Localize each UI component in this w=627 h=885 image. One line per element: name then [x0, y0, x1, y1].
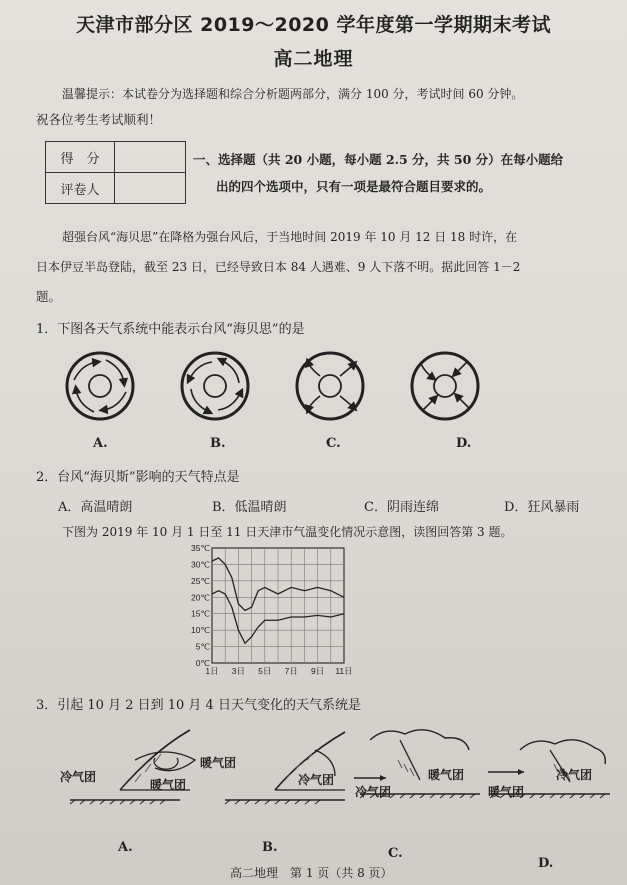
typhoon-option-c-icon[interactable]	[297, 353, 363, 419]
page-footer: 高二地理 第 1 页（共 8 页）	[230, 866, 393, 880]
q2-option-b[interactable]: B．低温晴朗	[212, 500, 287, 515]
q3-label-d: D.	[538, 856, 554, 871]
typhoon-option-b-icon[interactable]	[182, 353, 248, 419]
chart-x-tick: 5日	[258, 666, 272, 676]
question-3-stem: 3．引起 10 月 2 日到 10 月 4 日天气变化的天气系统是	[36, 698, 361, 713]
chart-x-tick: 1日	[205, 666, 219, 676]
grader-label: 评卷人	[46, 173, 115, 204]
exam-title: 天津市部分区 2019～2020 学年度第一学期期末考试	[76, 14, 551, 36]
typhoon-diagrams	[55, 348, 525, 428]
chart-y-tick: 5℃	[195, 641, 210, 652]
question-2-stem: 2．台风“海贝斯”影响的天气特点是	[36, 470, 240, 485]
score-label: 得 分	[46, 142, 115, 173]
exam-subtitle: 高二地理	[273, 48, 354, 70]
typhoon-option-d-icon[interactable]	[412, 353, 478, 419]
chart-x-tick: 7日	[284, 666, 298, 676]
q2-option-d[interactable]: D．狂风暴雨	[504, 500, 580, 515]
diagram-d-right-mass: 冷气团	[556, 768, 593, 782]
temperature-chart	[180, 540, 355, 685]
q1-label-d: D.	[456, 436, 472, 451]
chart-x-tick: 11日	[335, 666, 353, 676]
chart-y-tick: 25℃	[190, 575, 210, 586]
notice-line-1: 温馨提示：本试卷分为选择题和综合分析题两部分，满分 100 分，考试时间 60 分钟。	[62, 87, 524, 101]
score-cell[interactable]	[115, 142, 186, 173]
chart-y-tick: 0℃	[195, 658, 210, 668]
score-table	[45, 141, 186, 204]
chart-y-tick: 30℃	[190, 559, 210, 570]
material-1-line-1: 超强台风“海贝思”在降格为强台风后，于当地时间 2019 年 10 月 12 日 18 时许，在	[62, 230, 518, 244]
q1-label-c: C.	[326, 436, 341, 451]
diagram-d-left-mass: 暖气团	[488, 785, 525, 799]
chart-y-tick: 15℃	[190, 608, 210, 619]
diagram-b-right-mass: 冷气团	[298, 773, 335, 787]
question-1-stem: 1．下图各天气系统中能表示台风“海贝思”的是	[36, 322, 305, 337]
material-2: 下图为 2019 年 10 月 1 日至 11 日天津市气温变化情况示意图，读图回答第 3 题。	[62, 525, 513, 539]
front-option-b-icon[interactable]	[225, 732, 345, 804]
q1-label-b: B.	[210, 436, 226, 451]
chart-x-tick: 3日	[231, 666, 246, 676]
material-1-line-3: 题。	[36, 289, 62, 304]
diagram-c-right-mass: 暖气团	[428, 768, 465, 782]
chart-y-tick: 35℃	[190, 543, 210, 553]
diagram-b-top-mass: 暖气团	[200, 756, 237, 770]
q3-label-a: A.	[118, 840, 133, 855]
q3-label-c: C.	[388, 846, 403, 861]
material-1-line-2: 日本伊豆半岛登陆，截至 23 日，已经导致日本 84 人遇难、9 人下落不明。据此回答 1－2	[36, 260, 521, 274]
section-heading-1: 一、选择题（共 20 小题，每小题 2.5 分，共 50 分）在每小题给	[193, 152, 564, 167]
diagram-a-left-mass: 冷气团	[60, 770, 97, 784]
q2-option-a[interactable]: A．高温晴朗	[58, 500, 133, 515]
diagram-c-left-mass: 冷气团	[355, 785, 392, 799]
q3-label-b: B.	[262, 840, 278, 855]
chart-y-tick: 20℃	[190, 592, 210, 603]
typhoon-option-a-icon[interactable]	[67, 353, 133, 419]
grader-cell[interactable]	[115, 173, 186, 204]
q2-option-c[interactable]: C．阴雨连绵	[364, 500, 439, 515]
q1-label-a: A.	[93, 436, 108, 451]
notice-line-2: 祝各位考生考试顺利！	[36, 112, 162, 127]
section-heading-2: 出的四个选项中，只有一项是最符合题目要求的。	[216, 179, 492, 194]
front-diagrams	[40, 720, 610, 810]
chart-x-tick: 9日	[310, 666, 325, 676]
diagram-a-right-mass: 暖气团	[150, 778, 187, 792]
chart-y-tick: 10℃	[190, 625, 210, 636]
